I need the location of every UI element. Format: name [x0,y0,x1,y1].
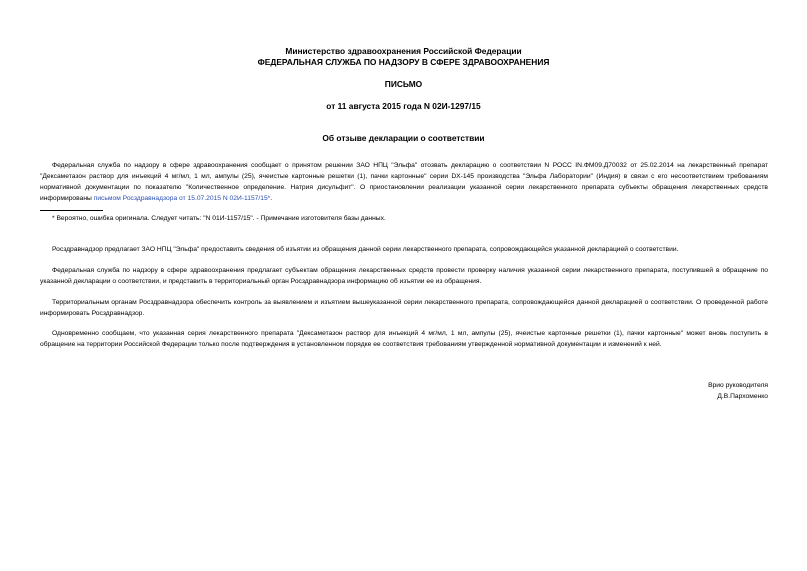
reference-letter-link[interactable]: письмом Росздравнадзора от 15.07.2015 N 02И-1157/15* [93,195,271,202]
paragraph-5: Одновременно сообщаем, что указанная серия лекарственного препарата "Дексаметазон раствор для инъекций 4 мг/мл, 1 мл, ампулы (25), ячеистые картонные решетки (1), пачки картонные" может вновь поступить в обращение на территории Российской Федерации только после подтверждения в установленном порядке ее соответствия требованиям утвержденной нормативной документации и изменений к ней. [40,330,768,348]
service-name: ФЕДЕРАЛЬНАЯ СЛУЖБА ПО НАДЗОРУ В СФЕРЕ ЗДРАВООХРАНЕНИЯ [257,57,550,67]
footnote: * Вероятно, ошибка оригинала. Следует читать: "N 01И-1157/15". - Примечание изготовителя базы данных. [52,215,386,222]
footnote-divider [40,210,103,211]
document-date-number: от 11 августа 2015 года N 02И-1297/15 [326,101,481,111]
paragraph-1 [40,160,768,204]
signature-position: Врио руководителя [708,382,768,389]
paragraph-1-end: . [270,195,273,202]
ministry-name: Министерство здравоохранения Российской Федерации [285,46,522,56]
signature-name: Д.В.Пархоменко [717,393,768,400]
paragraph-3: Федеральная служба по надзору в сфере здравоохранения предлагает субъектам обращения лекарственных средств провести проверку наличия указанной серии лекарственного препарата, поступившей в обращение по указанной декларации о соответствии, и представить в территориальный орган Росздравнадзора информацию об изъятии ее из обращения. [40,267,768,285]
paragraph-4: Территориальным органам Росздравнадзора обеспечить контроль за выявлением и изъятием вышеуказанной серии лекарственного препарата, сопровождающейся данной декларацией о соответствии. О проведенной работе информировать Росздравнадзор. [40,299,768,317]
document-type: ПИСЬМО [384,79,423,89]
paragraph-2: Росздравнадзор предлагает ЗАО НПЦ "Эльфа" предоставить сведения об изъятии из обращения данной серии лекарственного препарата, сопровождающейся указанной декларацией о соответствии. [52,246,679,253]
paragraph-1-text: Федеральная служба по надзору в сфере здравоохранения сообщает о принятом решении ЗАО НПЦ "Эльфа" отозвать декларацию о соответствии N РОСС IN.ФМ09.Д70032 от 25.02.2014 на лекарственный препарат "Дексаметазон раствор для инъекций 4 мг/мл, 1 мл, ампулы (25), ячеистые картонные решетки (1), пачки картонные" серии DX-145 производства "Эльфа Лаборатории" (Индия) в связи с его несоответствием требованиям нормативной документации по показателю "Количественное определение. Натрия дисульфит". О приостановлении реализации указанной серии лекарственного препарата субъекты обращения лекарственных средств информированы [40,162,768,202]
document-subject: Об отзыве декларации о соответствии [322,133,485,143]
